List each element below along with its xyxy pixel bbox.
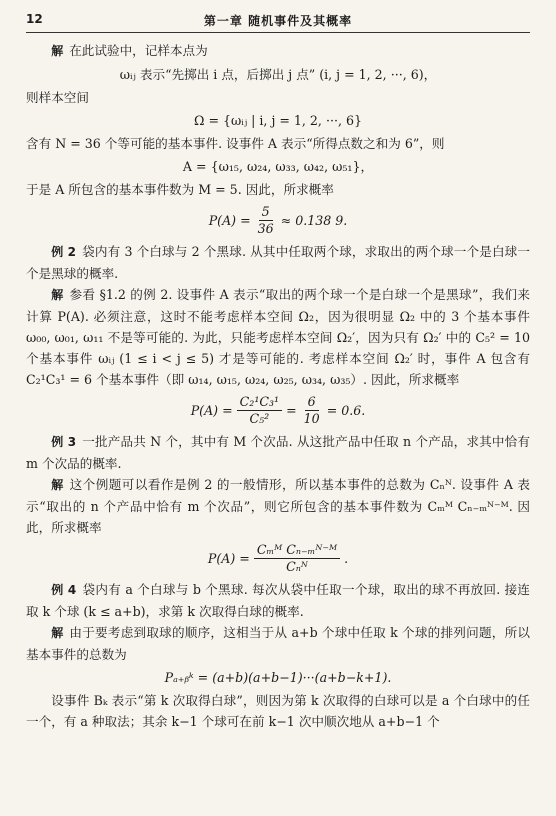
- chapter-title: 第一章 随机事件及其概率: [203, 14, 353, 28]
- formula-rhs: ≈ 0.138 9.: [280, 213, 348, 228]
- page-number: 12: [26, 12, 43, 26]
- solution-label: 解: [51, 44, 64, 58]
- fraction-numerator: Cₘᴹ Cₙ₋ₘᴺ⁻ᴹ: [254, 542, 340, 559]
- solution-label: 解: [51, 288, 64, 302]
- page-body: [26, 40, 530, 732]
- event-A-intro: 含有 N = 36 个等可能的基本事件. 设事件 A 表示“所得点数之和为 6”，则: [26, 136, 445, 151]
- fraction-denominator: C₅²: [249, 411, 270, 426]
- example-label: 例 3: [51, 435, 77, 449]
- probability-formula-3: [26, 542, 530, 575]
- example-3: [26, 431, 530, 474]
- solution-intro: [26, 40, 530, 62]
- solution-text: 这个例题可以看作是例 2 的一般情形，所以基本事件的总数为 Cₙᴺ. 设事件 A 表示“取出的 n 个产品中恰有 m 个次品”，则它所包含的基本事件数为 Cₘᴹ Cₙ₋ₘᴺ⁻ᴹ. 因此，所求概率: [26, 477, 530, 535]
- fraction-numerator: 6: [305, 394, 319, 411]
- example-2-solution: [26, 284, 530, 390]
- example-4-solution: [26, 622, 530, 665]
- page-header: [26, 10, 530, 33]
- example-3-solution: [26, 474, 530, 538]
- probability-formula-2: [26, 394, 530, 427]
- example-text: 袋内有 3 个白球与 2 个黑球. 从其中任取两个球，求取出的两个球一个是白球一个是黑球的概率.: [26, 244, 530, 281]
- fraction-denominator: 36: [257, 221, 274, 236]
- example-label: 例 2: [51, 245, 76, 259]
- solution-label: 解: [51, 626, 64, 640]
- formula-lhs: P(A) =: [190, 403, 233, 418]
- solution-text: 参看 §1.2 的例 2. 设事件 A 表示“取出的两个球一个是白球一个是黑球”，我们来计算 P(A). 必须注意，这时不能考虑样本空间 Ω₂，因为很明显 Ω₂ 中的 3 个基本事件 ω₀₀, ω₀₁, ω₁₁ 不是等可能的. 为此，只能考虑样本空间 Ω₂′，因为只有 Ω₂′ 中的 C₅² = 10 个基本事件 ωᵢⱼ (1 ≤ i < j ≤ 5) 才是等可能的. 考虑样本空间 Ω₂′ 时，事件 A 包含有 C₂¹C₃¹ = 6 个基本事件（即 ω₁₄, ω₁₅, ω₂₄, ω₂₅, ω₃₄, ω₃₅）. 因此，所求概率: [26, 287, 530, 387]
- probability-formula-1: [26, 204, 530, 237]
- fraction: [301, 394, 323, 427]
- fraction-denominator: Cₙᴺ: [286, 559, 308, 574]
- example-text: 袋内有 a 个白球与 b 个黑球. 每次从袋中任取一个球，取出的球不再放回. 接连取 k 个球 (k ≤ a+b)，求第 k 次取得白球的概率.: [26, 582, 530, 619]
- event-A-formula: A = {ω₁₅, ω₂₄, ω₃₃, ω₄₂, ω₅₁}，: [182, 159, 374, 174]
- solution-label: 解: [51, 478, 64, 492]
- permutation-formula: Pₐ₊ᵦᵏ = (a+b)(a+b−1)···(a+b−k+1).: [164, 670, 392, 685]
- example-text: 一批产品共 N 个，其中有 M 个次品. 从这批产品中任取 n 个产品，求其中恰有 m 个次品的概率.: [26, 434, 530, 471]
- formula-lhs: P(A) =: [207, 551, 250, 566]
- formula-equals: =: [286, 403, 297, 418]
- formula-rhs: = 0.6.: [326, 403, 366, 418]
- fraction-denominator: 10: [303, 411, 320, 426]
- solution-text: 在此试验中，记样本点为: [69, 43, 208, 58]
- fraction-numerator: 5: [259, 204, 273, 221]
- example-label: 例 4: [51, 583, 77, 597]
- fraction-numerator: C₂¹C₃¹: [237, 394, 282, 411]
- solution-text: 由于要考虑到取球的顺序，这相当于从 a+b 个球中任取 k 个球的排列问题，所以基本事件的总数为: [26, 625, 530, 662]
- example-4: [26, 579, 530, 622]
- fraction: [254, 542, 340, 575]
- example-4-continuation: 设事件 Bₖ 表示“第 k 次取得白球”，则因为第 k 次取得的白球可以是 a 个白球中的任一个，有 a 种取法；其余 k−1 个球可在前 k−1 次中顺次地从 a+b−1 个: [26, 693, 530, 729]
- example-2: [26, 241, 530, 284]
- fraction: [237, 394, 282, 427]
- sample-space-formula: Ω = {ωᵢⱼ | i, j = 1, 2, ···, 6}: [194, 113, 362, 128]
- omega-definition: ωᵢⱼ 表示“先掷出 i 点，后掷出 j 点” (i, j = 1, 2, ···, 6)，: [119, 67, 437, 82]
- formula-lhs: P(A) =: [208, 213, 251, 228]
- fraction: [255, 204, 277, 237]
- formula-rhs: .: [344, 551, 349, 566]
- sample-space-intro: 则样本空间: [26, 90, 89, 105]
- count-text: 于是 A 所包含的基本事件数为 M = 5. 因此，所求概率: [26, 182, 334, 197]
